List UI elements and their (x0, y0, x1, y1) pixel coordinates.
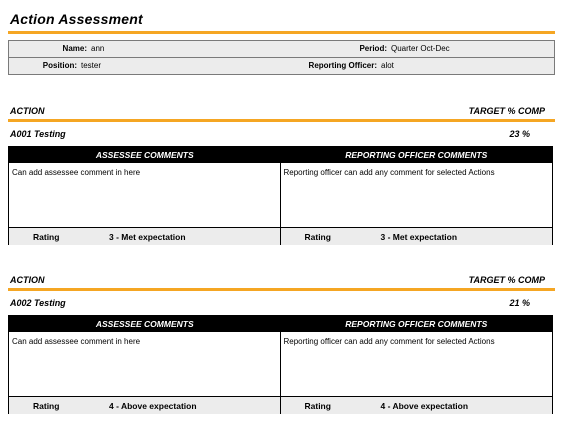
action-column-label: ACTION (10, 275, 45, 285)
employee-info-table (8, 40, 555, 75)
comments-body (9, 163, 552, 227)
comments-block (8, 146, 553, 245)
name-value: ann (91, 44, 105, 53)
officer-rating-value: 3 - Met expectation (380, 231, 458, 242)
assessee-rating[interactable] (9, 397, 281, 414)
action-divider (8, 119, 555, 122)
comments-block (8, 315, 553, 414)
assessee-rating-value: 4 - Above expectation (109, 400, 197, 411)
action-section-header (10, 106, 545, 116)
comments-header (9, 316, 552, 332)
assessee-rating-label: Rating (33, 231, 60, 242)
assessee-rating[interactable] (9, 228, 281, 245)
period-value: Quarter Oct-Dec (391, 44, 450, 53)
target-comp-column-label: TARGET % COMP (468, 106, 545, 116)
reporting-officer-label: Reporting Officer: (308, 61, 377, 70)
period-label: Period: (359, 44, 387, 53)
page-title: Action Assessment (10, 11, 143, 27)
reporting-officer-value: alot (381, 61, 394, 70)
officer-comment[interactable]: Reporting officer can add any comment for selected Actions (283, 337, 495, 346)
action-item (10, 298, 530, 308)
assessee-comments-heading: ASSESSEE COMMENTS (95, 150, 194, 160)
officer-rating-value: 4 - Above expectation (380, 400, 469, 411)
comments-header (9, 147, 552, 163)
officer-rating[interactable] (281, 228, 553, 245)
officer-comment[interactable]: Reporting officer can add any comment for selected Actions (283, 168, 495, 177)
assessee-rating-value: 3 - Met expectation (109, 231, 186, 242)
assessee-comment[interactable]: Can add assessee comment in here (9, 163, 281, 227)
officer-comments-heading: REPORTING OFFICER COMMENTS (345, 150, 488, 160)
action-percent: 21 % (509, 298, 530, 308)
action-percent: 23 % (509, 129, 530, 139)
assessee-comments-heading: ASSESSEE COMMENTS (95, 319, 194, 329)
action-column-label: ACTION (10, 106, 45, 116)
comments-body (9, 332, 552, 396)
action-section-header (10, 275, 545, 285)
action-code: A001 Testing (10, 129, 66, 139)
action-divider (8, 288, 555, 291)
info-row-position (9, 57, 554, 74)
officer-rating-label: Rating (304, 231, 331, 242)
target-comp-column-label: TARGET % COMP (468, 275, 545, 285)
title-divider (8, 31, 555, 34)
action-item (10, 129, 530, 139)
info-row-name (9, 41, 554, 57)
rating-row (9, 396, 552, 414)
action-code: A002 Testing (10, 298, 66, 308)
officer-rating[interactable] (281, 397, 553, 414)
assessee-rating-label: Rating (33, 400, 60, 411)
assessee-comment[interactable]: Can add assessee comment in here (9, 332, 281, 396)
officer-comments-heading: REPORTING OFFICER COMMENTS (345, 319, 488, 329)
officer-rating-label: Rating (304, 400, 331, 411)
name-label: Name: (62, 44, 87, 53)
rating-row (9, 227, 552, 245)
position-label: Position: (42, 61, 77, 70)
position-value: tester (81, 61, 102, 70)
